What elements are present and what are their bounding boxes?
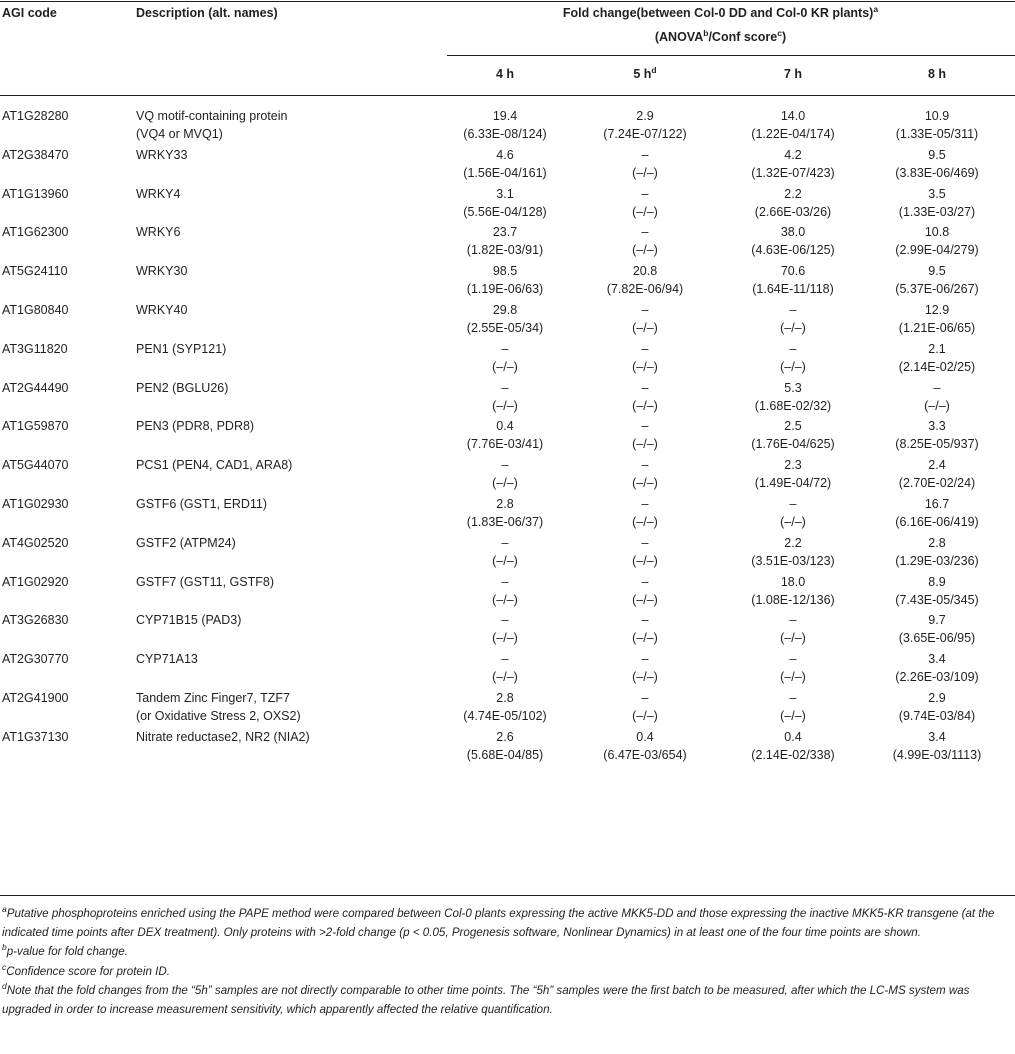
table-row [0, 262, 1015, 301]
table-row [0, 573, 1015, 612]
table-row [0, 417, 1015, 456]
fold-change-value: 23.7 [492, 225, 518, 240]
header-time-8h: 8 h [927, 67, 947, 81]
fold-change-value: 18.0 [780, 574, 806, 589]
anova-conf-value: (–/–) [632, 437, 658, 452]
footnote-mark-c: c [777, 27, 782, 38]
anova-conf-value: (–/–) [492, 476, 518, 491]
anova-conf-value: (–/–) [780, 515, 806, 529]
fold-change-cell [728, 146, 858, 182]
fold-change-cell [872, 417, 1002, 453]
fold-change-cell [872, 185, 1002, 221]
fold-change-value: 9.7 [928, 613, 946, 628]
fold-change-cell [728, 573, 858, 609]
anova-conf-value: (–/–) [632, 476, 658, 491]
agi-code-cell: AT1G62300 [2, 225, 69, 240]
fold-change-value: – [641, 341, 649, 356]
fold-change-cell [580, 417, 710, 453]
fold-change-cell [440, 379, 570, 415]
anova-conf-value: (1.56E-04/161) [463, 165, 547, 180]
fold-change-value: 2.9 [636, 109, 654, 123]
fold-change-value: – [789, 497, 797, 511]
description-line: WRKY33 [136, 147, 188, 162]
fold-change-cell [580, 262, 710, 298]
fold-change-cell [440, 185, 570, 221]
fold-change-value: 14.0 [780, 109, 806, 123]
fold-change-value: – [641, 574, 649, 589]
fold-change-cell [580, 495, 710, 531]
header-bottom-rule [0, 95, 1015, 96]
fold-change-value: – [789, 303, 797, 317]
fold-change-value: 70.6 [780, 264, 806, 279]
anova-conf-value: (1.83E-06/37) [466, 515, 544, 529]
description-cell [136, 340, 226, 358]
description-cell [136, 107, 287, 143]
anova-conf-value: (3.51E-03/123) [751, 553, 835, 568]
description-line: WRKY30 [136, 264, 188, 279]
footnote-mark-a: a [873, 3, 879, 14]
fold-change-cell [872, 262, 1002, 298]
fold-change-value: 8.9 [928, 574, 946, 589]
anova-conf-value: (–/–) [492, 592, 518, 607]
fold-change-cell [872, 456, 1002, 492]
anova-conf-value: (–/–) [632, 515, 658, 529]
fold-change-value: – [641, 458, 649, 473]
agi-code-cell: AT2G44490 [2, 380, 69, 395]
conf-score-label: /Conf score [708, 30, 778, 44]
description-line: CYP71B15 (PAD3) [136, 613, 242, 628]
fold-change-cell [872, 611, 1002, 647]
anova-conf-value: (7.82E-06/94) [606, 282, 684, 297]
anova-conf-value: (–/–) [632, 165, 658, 180]
fold-change-cell [728, 301, 858, 337]
fold-change-value: 2.2 [784, 535, 802, 550]
fold-change-cell [580, 456, 710, 492]
fold-change-cell [580, 534, 710, 570]
description-cell [136, 262, 187, 280]
fold-change-value: 9.5 [928, 147, 946, 162]
description-cell [136, 301, 187, 319]
fold-change-value: 2.9 [928, 691, 946, 705]
fold-change-cell [580, 301, 710, 337]
fold-change-value: 3.3 [928, 419, 946, 434]
fold-change-value: – [641, 186, 649, 201]
fold-change-cell [580, 223, 710, 259]
fold-change-cell [728, 728, 858, 764]
anova-conf-value: (7.43E-05/345) [895, 592, 979, 607]
fold-change-cell [440, 107, 570, 143]
agi-code-cell: AT1G37130 [2, 729, 69, 744]
fold-change-value: 2.3 [784, 458, 802, 473]
fold-change-cell [872, 301, 1002, 337]
fold-change-cell [728, 379, 858, 415]
anova-conf-value: (2.99E-04/279) [895, 243, 979, 258]
anova-conf-value: (2.14E-02/338) [751, 747, 835, 762]
description-cell [136, 417, 254, 435]
description-cell [136, 650, 198, 668]
anova-conf-value: (6.16E-06/419) [895, 515, 979, 529]
anova-conf-value: (1.08E-12/136) [751, 592, 835, 607]
anova-conf-value: (5.68E-04/85) [466, 747, 544, 762]
fold-change-cell [728, 262, 858, 298]
anova-conf-value: (1.21E-06/65) [898, 321, 976, 335]
agi-code-cell: AT5G44070 [2, 458, 69, 473]
anova-conf-value: (–/–) [780, 670, 806, 685]
description-cell [136, 495, 267, 513]
fold-change-value: 4.2 [784, 147, 802, 162]
fold-change-value: 3.4 [928, 729, 946, 744]
description-line: GSTF6 (GST1, ERD11) [136, 497, 268, 511]
fold-change-cell [440, 340, 570, 376]
anova-label: (ANOVA [654, 30, 704, 44]
agi-code-cell: AT5G24110 [2, 264, 68, 279]
anova-conf-value: (1.29E-03/236) [895, 553, 979, 568]
fold-change-value: 2.6 [496, 729, 514, 744]
fold-change-cell [580, 146, 710, 182]
fold-change-value: 3.4 [928, 652, 946, 667]
fold-change-value: – [789, 691, 797, 705]
fold-change-cell [440, 611, 570, 647]
anova-conf-value: (–/–) [632, 359, 658, 374]
fold-change-cell [728, 417, 858, 453]
description-line: PEN3 (PDR8, PDR8) [136, 419, 255, 434]
fold-change-value: – [641, 303, 649, 317]
fold-change-cell [580, 611, 710, 647]
anova-conf-value: (7.76E-03/41) [466, 437, 544, 452]
anova-conf-value: (1.82E-03/91) [466, 243, 544, 258]
anova-conf-value: (7.24E-07/122) [603, 127, 687, 141]
fold-change-value: – [501, 613, 509, 628]
fold-change-cell [580, 185, 710, 221]
anova-conf-value: (–/–) [492, 553, 518, 568]
fold-change-value: 3.5 [928, 186, 946, 201]
fold-change-cell [440, 301, 570, 337]
description-cell [136, 728, 310, 746]
anova-conf-value: (–/–) [632, 321, 658, 335]
table-row [0, 650, 1015, 689]
anova-conf-value: (1.64E-11/118) [752, 282, 834, 297]
description-line: PEN1 (SYP121) [136, 341, 227, 356]
description-line: PEN2 (BGLU26) [136, 380, 229, 395]
fold-change-value: – [933, 380, 941, 395]
fold-change-cell [440, 534, 570, 570]
table-row [0, 340, 1015, 379]
description-line: Tandem Zinc Finger7, TZF7 [136, 691, 290, 705]
fold-change-cell [580, 107, 710, 143]
fold-change-value: 38.0 [780, 225, 806, 240]
fold-change-value: – [641, 691, 649, 705]
anova-conf-value: (–/–) [492, 670, 518, 685]
fold-change-cell [580, 689, 710, 725]
description-line: Nitrate reductase2, NR2 (NIA2) [136, 729, 310, 744]
table-row [0, 495, 1015, 534]
fold-change-value: 2.8 [496, 497, 514, 511]
fold-change-cell [580, 650, 710, 686]
anova-conf-value: (–/–) [632, 553, 658, 568]
table-row [0, 185, 1015, 224]
description-line: CYP71A13 [136, 652, 198, 667]
anova-conf-value: (3.83E-06/469) [895, 165, 979, 180]
fold-change-value: – [501, 341, 509, 356]
fold-change-value: 2.5 [784, 419, 802, 434]
table-bottom-rule [0, 895, 1015, 896]
anova-conf-value: (2.66E-03/26) [754, 204, 832, 219]
footnote-d: $^d$Note that the fold changes from the “5h” samples are not directly comparable to other time points. The “5h” samples were the first batch to be measured, after which the LC-MS system was upgraded in order to increase measurement sensitivity, which apparently affected the relative quantification. [2, 981, 970, 1016]
fold-change-value: – [641, 380, 649, 395]
anova-conf-value: (4.99E-03/1113) [892, 747, 982, 762]
fold-change-value: – [641, 652, 649, 667]
fold-change-cell [872, 223, 1002, 259]
table-row [0, 611, 1015, 650]
fold-change-value: – [641, 225, 649, 240]
anova-conf-value: (–/–) [632, 709, 658, 723]
description-line: WRKY6 [136, 225, 181, 240]
fold-change-value: 2.8 [928, 535, 946, 550]
anova-conf-value: (1.33E-05/311) [895, 127, 979, 141]
anova-conf-value: (–/–) [780, 631, 806, 646]
description-line: VQ motif-containing protein [136, 109, 288, 123]
anova-conf-value: (2.14E-02/25) [898, 359, 976, 374]
anova-conf-value: (1.76E-04/625) [751, 437, 835, 452]
anova-close: ) [781, 30, 787, 44]
fold-change-cell [728, 534, 858, 570]
fold-change-value: 10.9 [924, 109, 950, 123]
table-row [0, 301, 1015, 340]
fold-change-cell [440, 262, 570, 298]
fold-change-cell [440, 456, 570, 492]
anova-conf-value: (–/–) [780, 709, 806, 723]
fold-change-value: – [501, 380, 509, 395]
fold-change-value: 20.8 [632, 264, 658, 279]
header-description: Description (alt. names) [136, 6, 278, 20]
fold-change-value: 0.4 [784, 729, 802, 744]
fold-change-cell [580, 573, 710, 609]
fold-change-value: 4.6 [496, 147, 514, 162]
anova-conf-value: (4.74E-05/102) [463, 709, 547, 723]
anova-conf-value: (8.25E-05/937) [895, 437, 979, 452]
header-agi-code: AGI code [2, 6, 57, 20]
anova-conf-value: (–/–) [632, 398, 658, 413]
fold-change-value: 19.4 [492, 109, 518, 123]
description-line: PCS1 (PEN4, CAD1, ARA8) [136, 458, 293, 473]
fold-change-value: 0.4 [496, 419, 514, 434]
fold-change-title: Fold change(between Col-0 DD and Col-0 KR plants) [562, 6, 874, 20]
table-row [0, 146, 1015, 185]
fold-change-value: – [641, 419, 649, 434]
fold-change-value: 5.3 [784, 380, 802, 395]
fold-change-cell [728, 340, 858, 376]
fold-change-cell [440, 728, 570, 764]
anova-conf-value: (–/–) [632, 670, 658, 685]
agi-code-cell: AT1G59870 [2, 419, 69, 434]
fold-change-cell [580, 728, 710, 764]
fold-change-cell [728, 185, 858, 221]
anova-conf-value: (2.26E-03/109) [895, 670, 979, 685]
description-alt-line: (or Oxidative Stress 2, OXS2) [136, 709, 301, 723]
fold-change-cell [440, 650, 570, 686]
anova-conf-value: (–/–) [632, 631, 658, 646]
fold-change-cell [872, 573, 1002, 609]
fold-change-value: – [641, 613, 649, 628]
agi-code-cell: AT1G28280 [2, 109, 69, 123]
table-row [0, 456, 1015, 495]
fold-change-cell [872, 107, 1002, 143]
agi-code-cell: AT4G02520 [2, 535, 69, 550]
footnote-a: $^a$Putative phosphoproteins enriched using the PAPE method were compared between Col-0 plants expressing the active MKK5-DD and those expressing the inactive MKK5-KR transgene (at the indicated time points after DEX treatment). Only proteins with >2-fold change (p < 0.05, Progenesis software, Nonlinear Dynamics) in at least one of the four time points are shown. [2, 904, 995, 939]
fold-change-value: – [641, 147, 649, 162]
fold-change-cell [728, 650, 858, 686]
fold-change-value: 29.8 [492, 303, 518, 317]
description-line: GSTF2 (ATPM24) [136, 535, 236, 550]
fold-change-cell [728, 223, 858, 259]
fold-change-value: – [501, 652, 509, 667]
header-time-4h: 4 h [495, 67, 515, 81]
fold-change-cell [872, 650, 1002, 686]
anova-conf-value: (–/–) [632, 243, 658, 258]
description-cell [136, 689, 301, 725]
fold-change-value: 0.4 [636, 729, 654, 744]
fold-change-value: – [501, 574, 509, 589]
description-line: GSTF7 (GST11, GSTF8) [136, 574, 274, 589]
description-line: WRKY40 [136, 303, 188, 317]
anova-conf-value: (–/–) [780, 321, 806, 335]
anova-conf-value: (–/–) [632, 204, 658, 219]
anova-conf-value: (–/–) [492, 398, 518, 413]
fold-change-value: 2.4 [928, 458, 946, 473]
fold-change-cell [872, 379, 1002, 415]
fold-change-cell [728, 689, 858, 725]
fold-change-value: 2.1 [928, 341, 946, 356]
fold-change-cell [728, 611, 858, 647]
anova-conf-value: (9.74E-03/84) [898, 709, 976, 723]
fold-change-cell [872, 340, 1002, 376]
agi-code-cell: AT3G11820 [2, 341, 68, 356]
header-time-5h: 5 $h^d$ [633, 64, 657, 81]
fold-change-cell [872, 728, 1002, 764]
anova-conf-value: (–/–) [492, 631, 518, 646]
agi-code-cell: AT2G38470 [2, 147, 69, 162]
fold-change-cell [872, 689, 1002, 725]
fold-change-value: 3.1 [496, 186, 514, 201]
description-cell [136, 534, 236, 552]
description-line: WRKY4 [136, 186, 181, 201]
anova-conf-value: (5.56E-04/128) [463, 204, 547, 219]
table-row [0, 534, 1015, 573]
agi-code-cell: AT2G41900 [2, 691, 69, 705]
table-row [0, 728, 1015, 767]
fold-change-value: 2.2 [784, 186, 802, 201]
fold-change-value: 16.7 [924, 497, 950, 511]
anova-conf-value: (3.65E-06/95) [898, 631, 976, 646]
fold-change-cell [440, 689, 570, 725]
anova-conf-value: (5.37E-06/267) [895, 282, 979, 297]
fold-change-value: – [789, 652, 797, 667]
fold-change-cell [440, 223, 570, 259]
header-time-7h: 7 h [783, 67, 803, 81]
anova-conf-value: (–/–) [492, 359, 518, 374]
anova-conf-value: (1.68E-02/32) [754, 398, 832, 413]
anova-conf-value: (6.33E-08/124) [463, 127, 547, 141]
fold-change-cell [580, 379, 710, 415]
anova-conf-value: (–/–) [780, 359, 806, 374]
agi-code-cell: AT1G80840 [2, 303, 69, 317]
description-cell [136, 573, 274, 591]
fold-change-cell [728, 107, 858, 143]
header-subrule [447, 55, 1015, 56]
table-row [0, 223, 1015, 262]
footnote-b: $^b$p-value for fold change. [2, 942, 128, 958]
header-anova-conf [426, 27, 1015, 44]
description-cell [136, 456, 292, 474]
fold-change-value: – [789, 341, 797, 356]
anova-conf-value: (1.33E-03/27) [898, 204, 976, 219]
description-cell [136, 146, 187, 164]
agi-code-cell: AT1G02930 [2, 497, 69, 511]
description-cell [136, 611, 241, 629]
fold-change-value: – [641, 535, 649, 550]
fold-change-value: – [641, 497, 649, 511]
anova-conf-value: (–/–) [632, 592, 658, 607]
agi-code-cell: AT3G26830 [2, 613, 69, 628]
footnote-mark-b: b [703, 27, 709, 38]
fold-change-value: 2.8 [496, 691, 514, 705]
footnotes [2, 905, 1013, 1020]
anova-conf-value: (6.47E-03/654) [603, 747, 687, 762]
fold-change-value: 9.5 [928, 264, 946, 279]
table-row [0, 107, 1015, 146]
table-row [0, 689, 1015, 728]
fold-change-cell [872, 534, 1002, 570]
header-fold-change [426, 3, 1015, 20]
description-cell [136, 223, 180, 241]
anova-conf-value: (2.70E-02/24) [898, 476, 976, 491]
fold-change-cell [728, 456, 858, 492]
fold-change-value: – [789, 613, 797, 628]
fold-change-value: – [501, 458, 509, 473]
agi-code-cell: AT1G02920 [2, 574, 69, 589]
fold-change-cell [728, 495, 858, 531]
fold-change-value: 12.9 [924, 303, 950, 317]
fold-change-cell [872, 495, 1002, 531]
fold-change-cell [440, 417, 570, 453]
anova-conf-value: (1.49E-04/72) [754, 476, 832, 491]
fold-change-cell [872, 146, 1002, 182]
anova-conf-value: (1.32E-07/423) [751, 165, 835, 180]
fold-change-value: 98.5 [492, 264, 518, 279]
anova-conf-value: (1.19E-06/63) [466, 282, 544, 297]
footnote-mark-d: d [651, 64, 657, 75]
anova-conf-value: (1.22E-04/174) [751, 127, 835, 141]
anova-conf-value: (–/–) [924, 398, 950, 413]
agi-code-cell: AT1G13960 [2, 186, 69, 201]
fold-change-cell [580, 340, 710, 376]
anova-conf-value: (4.63E-06/125) [751, 243, 835, 258]
fold-change-cell [440, 573, 570, 609]
table-row [0, 379, 1015, 418]
fold-change-value: – [501, 535, 509, 550]
fold-change-cell [440, 495, 570, 531]
description-cell [136, 379, 228, 397]
anova-conf-value: (2.55E-05/34) [466, 321, 544, 335]
description-cell [136, 185, 180, 203]
description-alt-line: (VQ4 or MVQ1) [136, 127, 223, 141]
fold-change-cell [440, 146, 570, 182]
top-rule [0, 1, 1015, 2]
fold-change-value: 10.8 [924, 225, 950, 240]
footnote-c: $^c$Confidence score for protein ID. [2, 961, 170, 978]
agi-code-cell: AT2G30770 [2, 652, 69, 667]
